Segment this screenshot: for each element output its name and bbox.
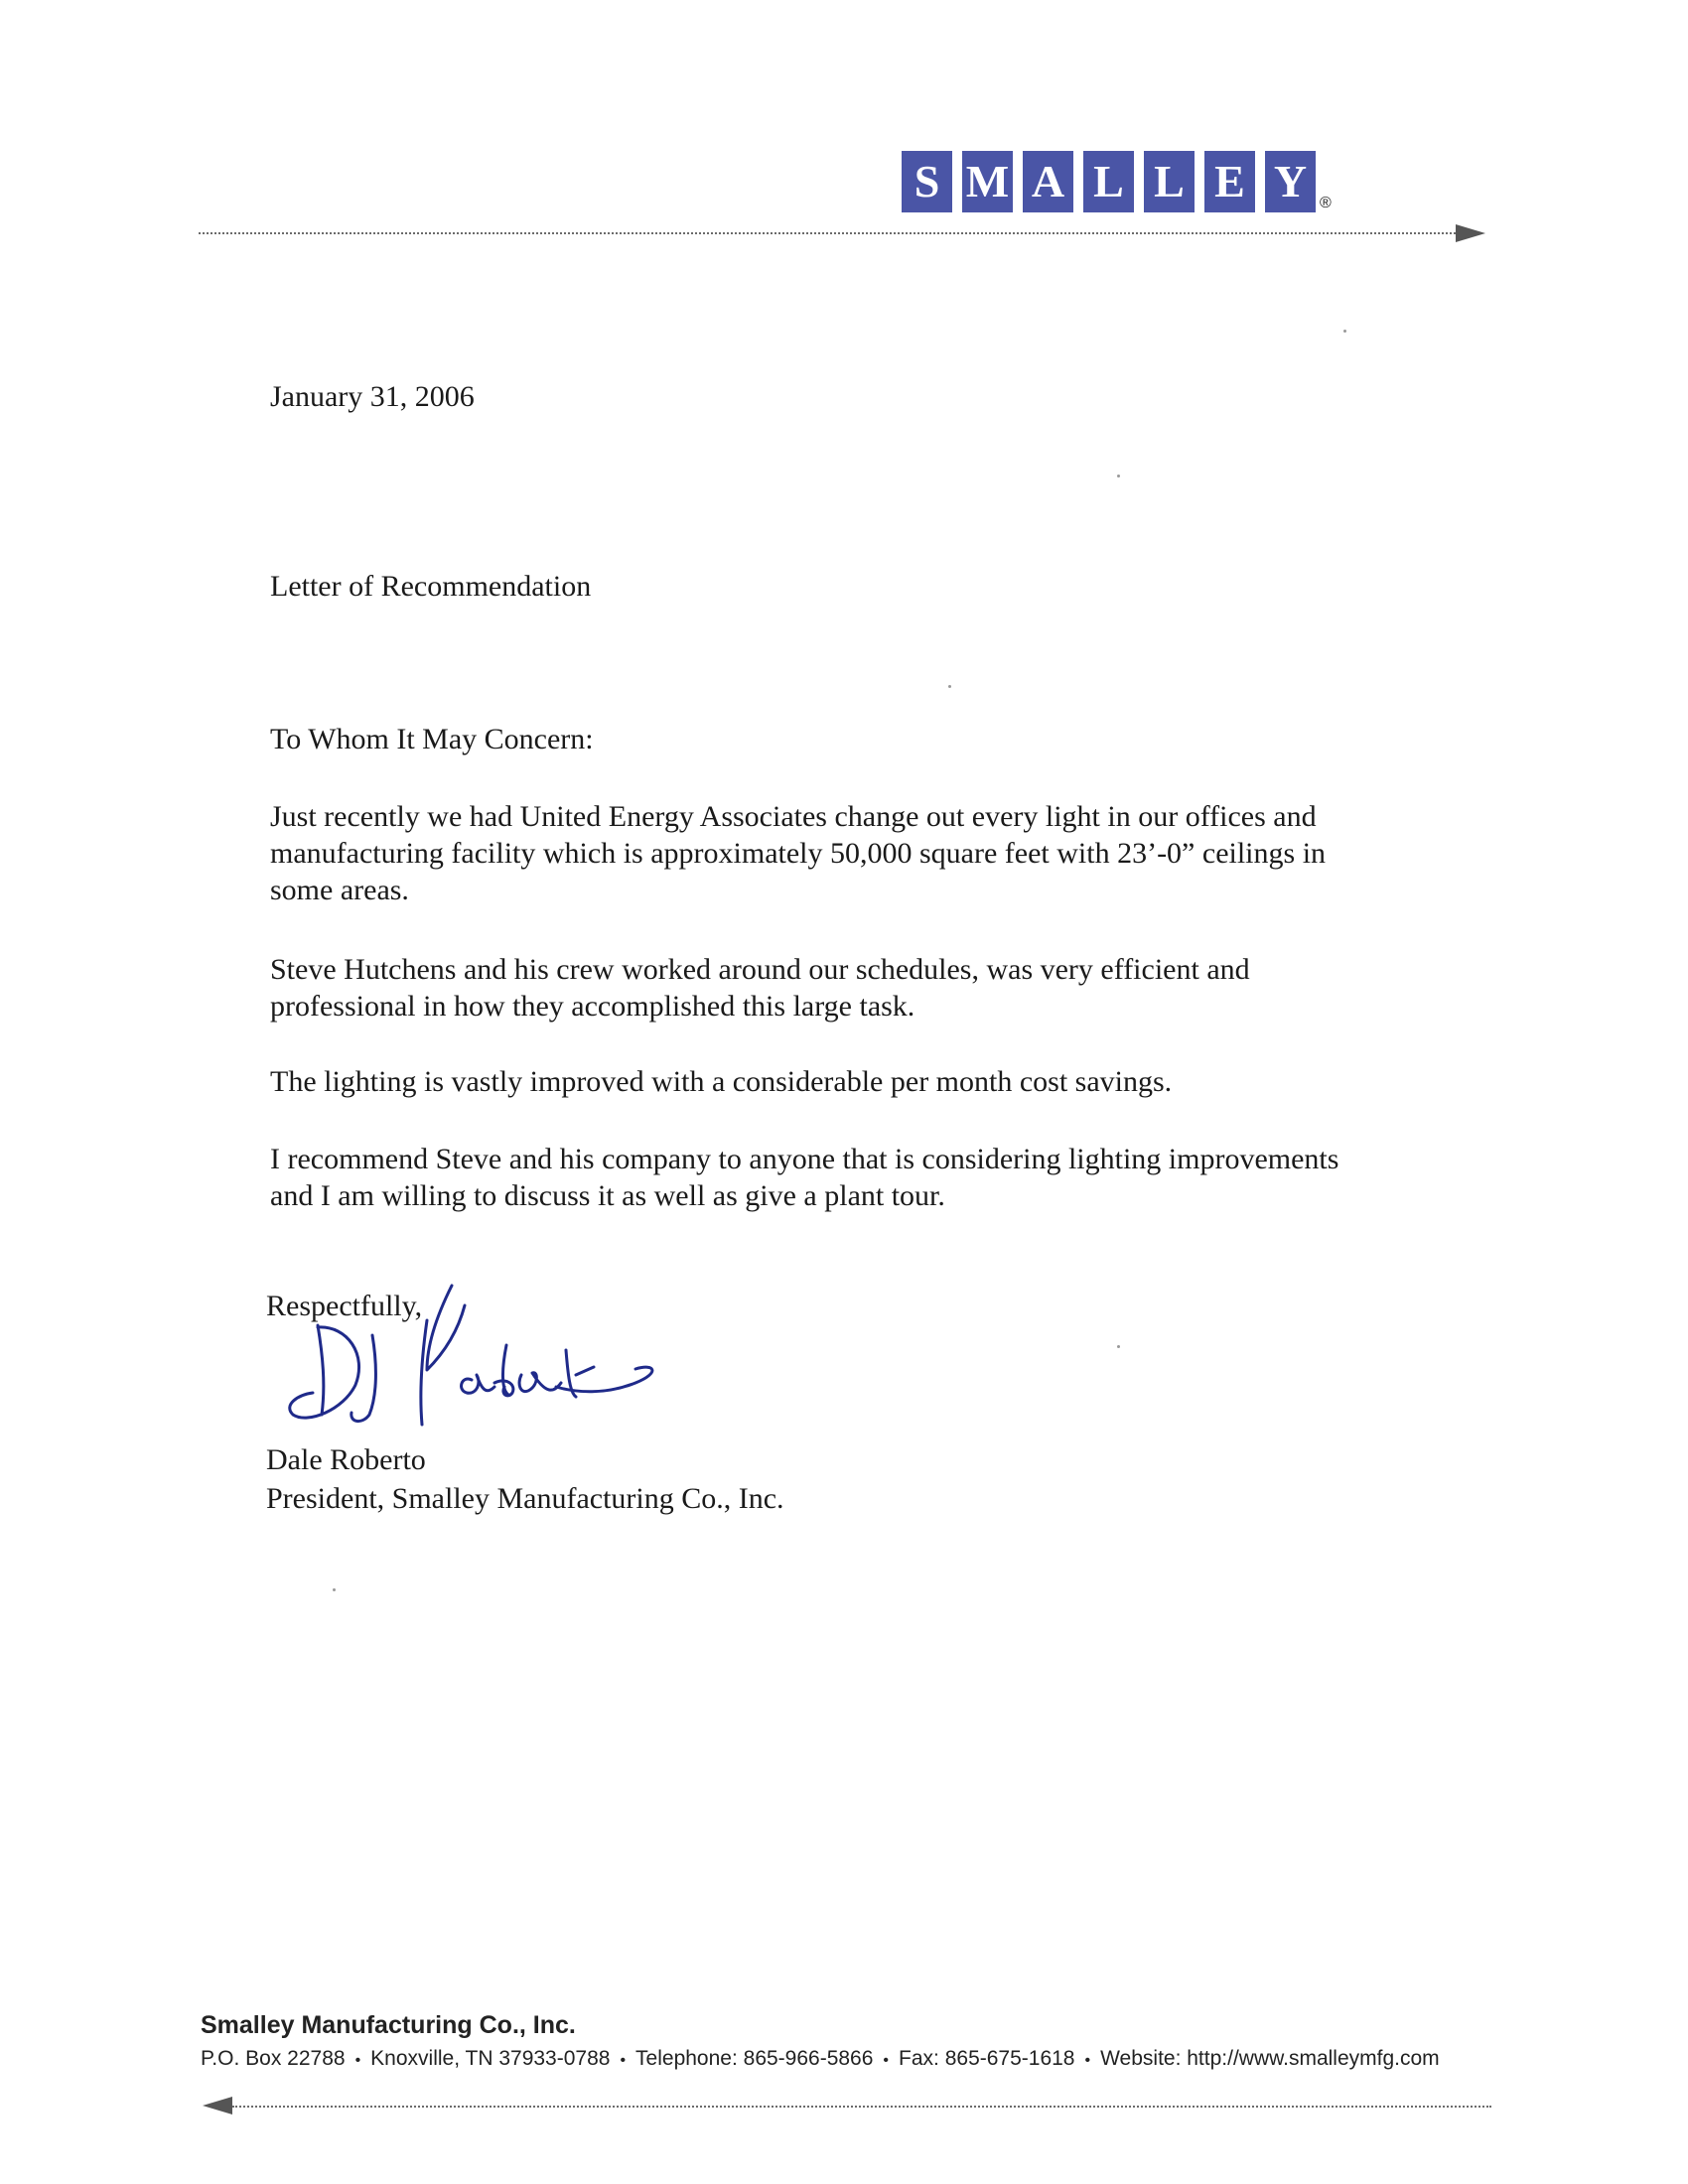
- paragraph-line: Just recently we had United Energy Associates change out every light in our offices and: [270, 800, 1317, 833]
- bullet-separator: •: [354, 2052, 361, 2069]
- paragraph-line: Steve Hutchens and his crew worked around our schedules, was very efficient and: [270, 953, 1250, 986]
- letter-date: January 31, 2006: [270, 380, 475, 413]
- scan-speck: [333, 1588, 336, 1591]
- footer-fax: Fax: 865-675-1618: [899, 2047, 1075, 2070]
- salutation: To Whom It May Concern:: [270, 723, 594, 755]
- registered-mark: ®: [1320, 195, 1332, 211]
- footer-city: Knoxville, TN 37933-0788: [370, 2047, 611, 2070]
- footer-address: [201, 2047, 1440, 2071]
- paragraph-3: [270, 1063, 1172, 1100]
- logo-letters: [902, 151, 1316, 212]
- bottom-dotted-rule: [232, 2106, 1491, 2108]
- paragraph-line: some areas.: [270, 874, 409, 906]
- paragraph-line: and I am willing to discuss it as well as give a plant tour.: [270, 1179, 945, 1212]
- footer-company-name: Smalley Manufacturing Co., Inc.: [201, 2011, 576, 2039]
- scan-speck: [1117, 475, 1120, 478]
- scan-speck: [1117, 1345, 1120, 1348]
- closing: Respectfully,: [266, 1290, 423, 1322]
- top-dotted-rule: [199, 232, 1456, 234]
- logo-letter: S: [902, 151, 952, 212]
- bullet-separator: •: [883, 2052, 890, 2069]
- logo-letter: L: [1083, 151, 1134, 212]
- paragraph-line: The lighting is vastly improved with a considerable per month cost savings.: [270, 1065, 1173, 1098]
- signer-name: Dale Roberto: [266, 1443, 426, 1476]
- paragraph-4: [270, 1141, 1338, 1214]
- logo-letter: A: [1023, 151, 1073, 212]
- handwritten-signature: [278, 1276, 665, 1454]
- letter-subject: Letter of Recommendation: [270, 570, 592, 603]
- logo-letter: M: [962, 151, 1013, 212]
- bullet-separator: •: [620, 2052, 627, 2069]
- footer-website: Website: http://www.smalleymfg.com: [1100, 2047, 1440, 2070]
- paragraph-2: [270, 951, 1250, 1024]
- left-arrow-icon: [203, 2097, 232, 2115]
- paragraph-line: professional in how they accomplished this large task.: [270, 990, 915, 1023]
- paragraph-1: [270, 798, 1326, 908]
- signer-title: President, Smalley Manufacturing Co., Inc.: [266, 1482, 784, 1515]
- footer-po-box: P.O. Box 22788: [201, 2047, 346, 2070]
- scan-speck: [1343, 330, 1346, 333]
- logo-letter: L: [1144, 151, 1195, 212]
- right-arrow-icon: [1456, 224, 1485, 242]
- footer-telephone: Telephone: 865-966-5866: [635, 2047, 874, 2070]
- bullet-separator: •: [1084, 2052, 1091, 2069]
- logo-letter: E: [1204, 151, 1255, 212]
- paragraph-line: manufacturing facility which is approximately 50,000 square feet with 23’-0” ceilings in: [270, 837, 1327, 870]
- paragraph-line: I recommend Steve and his company to anyone that is considering lighting improvements: [270, 1143, 1339, 1175]
- scan-speck: [948, 685, 951, 688]
- smalley-logo: [902, 151, 1332, 212]
- logo-letter: Y: [1265, 151, 1316, 212]
